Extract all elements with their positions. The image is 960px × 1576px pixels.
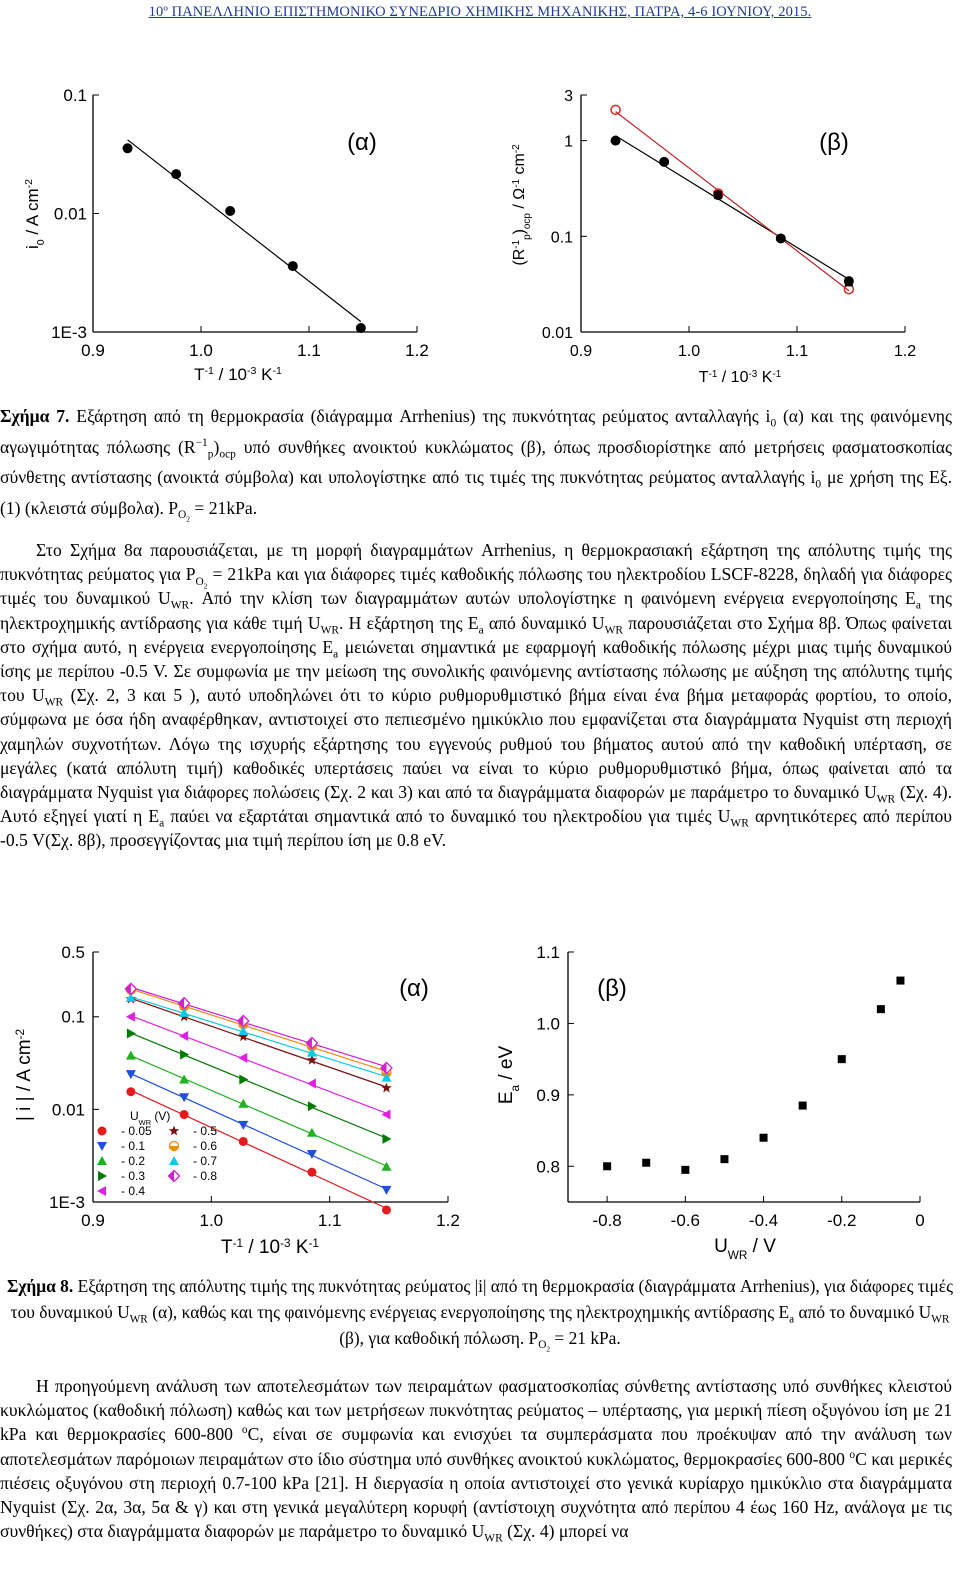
y-tick-label: 0.1 xyxy=(61,1007,85,1027)
sub xyxy=(178,509,191,524)
sub: WR xyxy=(44,696,64,709)
text: παρουσιάζεται στο Σχήμα 8β. Όπως φαίνεται στο σχήμα αυτό, η ενέργεια ενεργοποίησης E xyxy=(0,612,953,657)
fig8a-chart xyxy=(14,943,460,1258)
y-axis-label xyxy=(14,1029,36,1121)
data-point xyxy=(603,1162,611,1170)
y-tick-label: 0.8 xyxy=(536,1157,560,1177)
y-axis-label xyxy=(511,144,533,266)
text: (Σχ. 4) μπορεί να xyxy=(507,1521,629,1542)
x-axis-label-part: -3 xyxy=(247,365,257,377)
sub: p xyxy=(207,448,214,461)
data-point xyxy=(288,261,298,271)
text: . Η εξάρτηση της E xyxy=(339,612,479,633)
sup: o xyxy=(849,1448,856,1461)
x-axis-label-part: / 10 xyxy=(717,369,749,386)
x-tick-label: 1.1 xyxy=(785,343,809,360)
fig7-caption-text: ) xyxy=(213,436,220,457)
data-point xyxy=(239,1075,248,1085)
x-tick-label: 0.9 xyxy=(81,341,105,360)
fig7-caption-text: Εξάρτηση από τη θερμοκρασία (διάγραμμα Arrhenius) της πυκνότητας ρεύματος ανταλλαγής i xyxy=(76,406,771,426)
x-axis-label-part: WR xyxy=(727,1248,748,1262)
data-point xyxy=(838,1055,846,1063)
x-axis-label-part: -1 xyxy=(772,368,782,380)
x-axis-label-part: T xyxy=(221,1237,233,1258)
data-point xyxy=(126,1012,135,1022)
fig8-caption-text: = 21 kPa. xyxy=(554,1328,621,1348)
y-tick-label: 0.01 xyxy=(51,1100,85,1120)
y-axis-label-part: / A cm xyxy=(23,188,42,240)
y-axis-label-part: a xyxy=(508,1084,522,1092)
data-point xyxy=(642,1159,650,1167)
y-axis-label-part: / eV xyxy=(496,1045,517,1085)
data-point xyxy=(799,1102,807,1110)
data-point xyxy=(97,1142,107,1151)
x-axis-label-part: K xyxy=(757,369,773,386)
y-axis-label-part: / Ω xyxy=(511,187,528,214)
fig8-caption-text: Εξάρτηση της απόλυτης τιμής της πυκνότητας ρεύματος |i| από τη θερμοκρασία (διαγράμματα Arrhenius), για διάφορες τιμές του δυναμικού U xyxy=(10,1276,953,1322)
data-point xyxy=(179,1031,188,1041)
data-point xyxy=(356,323,366,333)
x-tick-label: 0.9 xyxy=(81,1211,105,1230)
x-tick-label: 0 xyxy=(915,1211,925,1230)
x-axis-label-part: / 10 xyxy=(243,1237,281,1258)
fig8-caption-text: από το δυναμικό U xyxy=(798,1302,932,1322)
y-axis-label-part: E xyxy=(496,1091,517,1105)
data-point xyxy=(382,1134,391,1144)
x-axis-label xyxy=(714,1236,776,1262)
page-header: 10º ΠΑΝΕΛΛΗΝΙΟ ΕΠΙΣΤΗΜΟΝΙΚΟ ΣΥΝΕΔΡΙΟ ΧΗΜΙΚΗΣ ΜΗΧΑΝΙΚΗΣ, ΠΑΤΡΑ, 4-6 ΙΟΥΝΙΟΥ, 2015. xyxy=(148,4,812,20)
x-tick-label: 1.0 xyxy=(189,341,213,360)
data-point xyxy=(180,1110,189,1119)
sub: 2 xyxy=(186,514,191,524)
sub: a xyxy=(478,624,484,637)
y-axis-label-part: -2 xyxy=(13,1028,27,1040)
figure-7 xyxy=(0,70,960,400)
panel-label: (β) xyxy=(819,129,849,156)
figure-7-caption xyxy=(0,401,952,523)
sub: O2 xyxy=(538,1339,551,1354)
legend-title-part: WR xyxy=(138,1117,152,1127)
text: Στο Σχήμα 8α παρουσιάζεται, με τη μορφή διαγραμμάτων Arrhenius, η θερμοκρασιακή εξάρτηση της απόλυτης τιμής της πυκνότητας ρεύματος για P xyxy=(0,540,952,585)
y-tick-label: 0.1 xyxy=(550,229,573,247)
data-point xyxy=(877,1005,885,1013)
y-tick-label: 0.01 xyxy=(53,204,87,224)
x-axis-label-part: T xyxy=(698,369,709,386)
x-axis-label-part: -1 xyxy=(308,1236,319,1250)
y-axis-label-part: -2 xyxy=(23,178,35,189)
y-axis-label-part: cm xyxy=(511,153,528,179)
y-axis-label xyxy=(496,1046,522,1105)
data-point xyxy=(381,1110,390,1120)
y-axis-label-part: 0 xyxy=(35,239,47,246)
fig8-caption-text: (α), καθώς και της φαινόμενης ενέργειας ενεργοποίησης της ηλεκτροχημικής αντίδρασης E xyxy=(152,1302,790,1322)
y-axis-label-part: p xyxy=(521,234,533,240)
y-axis-label-part: -1 xyxy=(510,178,522,188)
sup: −1 xyxy=(195,436,208,449)
sub: WR xyxy=(730,817,749,830)
data-point xyxy=(307,1168,316,1177)
fig7-caption-text: = 21kPa. xyxy=(194,497,258,518)
data-point xyxy=(760,1134,768,1142)
panel-label: (β) xyxy=(597,975,627,1002)
data-point xyxy=(126,1087,135,1096)
x-axis-label-part: K xyxy=(290,1237,309,1258)
y-tick-label: 0.01 xyxy=(541,325,573,342)
text: αρνητικότερες από περίπου -0.5 V(Σχ. 8β), προσεγγίζοντας μια τιμή περίπου ίση με 0.8 eV. xyxy=(0,806,953,851)
figure-8 xyxy=(0,930,960,1270)
data-point xyxy=(896,977,904,985)
legend-label: - 0.8 xyxy=(193,1169,218,1183)
data-point xyxy=(127,1028,136,1038)
data-point xyxy=(776,233,786,243)
data-point xyxy=(169,1126,179,1136)
x-tick-label: 0.9 xyxy=(569,343,593,360)
data-point xyxy=(720,1155,728,1163)
data-point xyxy=(123,143,133,153)
y-axis-label-part: ocp xyxy=(521,213,533,230)
x-axis-label xyxy=(221,1237,319,1259)
legend-label: - 0.7 xyxy=(193,1154,218,1168)
legend-label: - 0.05 xyxy=(121,1124,152,1138)
sub: WR xyxy=(931,1313,950,1326)
sub: 0 xyxy=(815,478,822,491)
data-point xyxy=(308,1101,317,1111)
data-point xyxy=(238,1053,247,1063)
y-tick-label: 0.1 xyxy=(63,86,87,105)
sub: O xyxy=(178,509,187,522)
y-axis-label-part: -2 xyxy=(510,144,522,154)
panel-label: (α) xyxy=(399,975,429,1002)
fig8b-chart xyxy=(496,943,925,1262)
data-point xyxy=(659,157,669,167)
y-axis-label-part: (R xyxy=(511,248,528,266)
data-point xyxy=(307,1079,316,1089)
y-axis-label-part: i xyxy=(23,245,42,250)
x-tick-label: 1.1 xyxy=(317,1211,342,1230)
legend-label: - 0.4 xyxy=(121,1184,146,1198)
text: Η προηγούμενη ανάλυση των αποτελεσμάτων των πειραμάτων φασματοσκοπίας σύνθετης αντίστασης υπό συνθήκες κλειστού κυκλώματος (καθοδική πόλωση) καθώς και των μετρήσεων πυκνότητας ρεύματος – υπέρτασης, για μερική πίεση οξυγόνου ίση με 21 kPa και θερμοκρασίες 600-800 xyxy=(0,1376,952,1445)
data-point xyxy=(611,105,620,114)
sub: WR xyxy=(129,1313,148,1326)
text: μειώνεται σημαντικά με εφαρμογή καθοδικής πόλωσης μέχρι μιας τιμής δυναμικού ίσης με περίπου -0.5 V. Σε συμφωνία με την μείωση της συνολικής φαινόμενης αντίστασης πόλωσης με αύξηση της απόλυτης τιμής του U xyxy=(0,636,952,706)
x-tick-label: 1.2 xyxy=(436,1211,460,1230)
legend-title-part: U xyxy=(130,1109,139,1123)
x-axis-label-part: -1 xyxy=(272,365,282,377)
y-tick-label: 1.1 xyxy=(536,943,560,962)
x-tick-label: 1.2 xyxy=(893,343,917,360)
data-point xyxy=(169,1156,179,1165)
data-point xyxy=(381,1083,392,1093)
x-axis-label-part: / V xyxy=(747,1236,776,1257)
text: (Σχ. 2, 3 και 5 ), αυτό υποδηλώνει ότι το κύριο ρυθμορυθμιστικό βήμα είναι ένα βήμα μεταφοράς φορτίου, το οποίο, σύμφωνα με όσα ήδη αναφέρθηκαν, αντιστοιχεί στο πεπιεσμένο ημικύκλιο που εμφανίζεται στα διαγράμματα Nyquist στη περιοχή χαμηλών συχνοτήτων. Λόγω της ισχυρής εξάρτησης του εγγενούς ρυθμού του βήματος αυτού από την καθοδική υπέρταση, σε μεγάλες (κατά απόλυτη τιμή) καθοδικές υπερτάσεις παύει να είναι το κύριο ρυθμορυθμιστικό βήμα, όπως φαίνεται από τα διαγράμματα Nyquist για διάφορες πολώσεις (Σχ. 2 και 3) και από τα διαγράμματα διαφορών με παράμετρο το δυναμικό U xyxy=(0,685,953,803)
sub: WR xyxy=(604,624,624,637)
data-point xyxy=(179,1075,189,1084)
legend-label: - 0.5 xyxy=(193,1124,218,1138)
x-tick-label: 1.0 xyxy=(199,1211,224,1230)
fig8-caption-text: (β), για καθοδική πόλωση. P xyxy=(339,1328,539,1348)
fit-line xyxy=(131,998,387,1087)
data-point xyxy=(681,1166,689,1174)
sub: a xyxy=(159,817,165,830)
sub: O2 xyxy=(195,575,208,590)
legend-title-part: (V) xyxy=(151,1109,171,1123)
fit-line xyxy=(128,140,361,322)
sub: WR xyxy=(484,1532,503,1545)
y-tick-label: 1.0 xyxy=(536,1014,560,1034)
fig8-caption-label: Σχήμα 8. xyxy=(6,1276,74,1296)
legend-label: - 0.6 xyxy=(193,1139,218,1153)
data-point xyxy=(381,1162,391,1171)
data-point xyxy=(126,1051,136,1060)
x-tick-label: -0.8 xyxy=(592,1211,622,1230)
text: παύει να εξαρτάται σημαντικά από το δυναμικό του ηλεκτροδίου για τιμές U xyxy=(170,806,731,827)
sup: o xyxy=(241,1424,248,1437)
x-tick-label: -0.6 xyxy=(670,1211,700,1230)
body-paragraph-1 xyxy=(0,538,952,853)
y-tick-label: 0.9 xyxy=(536,1085,560,1105)
fig7-caption-label: Σχήμα 7. xyxy=(0,406,70,426)
fig7-caption-text: με χρήση της Εξ. (1) (κλειστά σύμβολα). P xyxy=(0,467,953,518)
data-point xyxy=(382,1205,391,1214)
x-axis-label-part: -1 xyxy=(204,365,214,377)
fig7a-chart xyxy=(23,86,429,384)
data-point xyxy=(97,1156,107,1165)
x-tick-label: 1.0 xyxy=(677,343,701,360)
y-tick-label: 1E-3 xyxy=(49,1193,85,1212)
data-point-half xyxy=(169,1171,175,1182)
body-paragraph-2 xyxy=(0,1374,952,1543)
x-axis-label-part: / 10 xyxy=(213,365,248,384)
text: C και μερικές πιέσεις οξυγόνου στη περιοχή 0.7-100 kPa [21]. Η διεργασία η οποία αντιστοιχεί στο γενικά κυρίαρχο ημικύκλιο στα διαγράμματα Nyquist (Σχ. 2α, 3α, 5α & γ) και στη γενικά μεγαλύτερη κορυφή (αντίστοιχη συχνότητα από περίπου 4 έως 160 Hz, ανάλογα με τις συνθήκες) στα διαγράμματα διαφορών με παράμετρο το δυναμικό U xyxy=(0,1448,953,1542)
fit-line xyxy=(131,987,387,1066)
data-point xyxy=(171,169,181,179)
x-tick-label: -0.4 xyxy=(748,1211,779,1230)
x-axis-label-part: K xyxy=(256,365,273,384)
data-point xyxy=(179,1093,189,1102)
sub: ocp xyxy=(219,448,236,461)
legend-label: - 0.3 xyxy=(121,1169,146,1183)
sub: a xyxy=(333,648,339,661)
x-tick-label: 1.1 xyxy=(297,341,321,360)
fit-line xyxy=(131,1074,387,1189)
x-tick-label: -0.2 xyxy=(827,1211,857,1230)
sub: WR xyxy=(170,599,190,612)
text: της ηλεκτροχημικής αντίδρασης για κάθε τιμή U xyxy=(0,588,952,633)
fig7b-chart xyxy=(511,88,917,386)
data-point xyxy=(98,1127,107,1136)
y-tick-label: 0.5 xyxy=(61,943,85,962)
data-point xyxy=(239,1137,248,1146)
data-point xyxy=(97,1186,106,1196)
data-point xyxy=(845,278,853,286)
text: C, είναι σε συμφωνία και ενισχύει τα συμπεράσματα που προέκυψαν από την ανάλυση των αποτελεσμάτων παρόμοιων πειραμάτων στο ίδιο σύστημα υπό συνθήκες ανοικτού κυκλώματος, θερμοκρασίες 600-800 xyxy=(0,1424,952,1469)
x-tick-label: 1.2 xyxy=(405,341,429,360)
y-axis-label-part: -1 xyxy=(510,239,522,249)
data-point xyxy=(225,206,235,216)
text: . Από την κλίση των διαγραμμάτων αυτών υπολογίστηκε η φαινόμενη ενέργεια ενεργοποίησης E xyxy=(189,588,916,609)
x-axis-label-part: -3 xyxy=(748,368,758,380)
x-axis-label-part: -1 xyxy=(708,368,718,380)
y-axis-label-part: ) xyxy=(511,229,528,235)
data-point xyxy=(180,1050,189,1060)
sub: 0 xyxy=(770,417,777,430)
text: (Σχ. 4). Αυτό εξηγεί γιατί η E xyxy=(0,782,952,827)
sub: WR xyxy=(876,793,896,806)
x-axis-label xyxy=(194,365,282,384)
x-axis-label-part: U xyxy=(714,1236,728,1257)
data-point xyxy=(381,1186,391,1195)
fit-line xyxy=(616,136,849,280)
legend-label: - 0.2 xyxy=(121,1154,146,1168)
figure-8-caption xyxy=(0,1273,960,1354)
sub: a xyxy=(915,599,921,612)
text: από δυναμικό U xyxy=(488,612,605,633)
y-tick-label: 1E-3 xyxy=(51,323,87,342)
fig7-caption-text: (α) και της φαινόμενης αγωγιμότητας πόλωσης (R xyxy=(0,406,952,457)
y-axis-label-part: | i | / A cm xyxy=(14,1039,35,1122)
x-axis-label xyxy=(699,369,782,387)
fig7-caption-text: υπό συνθήκες ανοικτού κυκλώματος (β), όπως προσδιορίστηκε από μετρήσεις φασματοσκοπίας σύνθετης αντίστασης (ανοικτά σύμβολα) και υπολογίστηκε από τις τιμές της πυκνότητας ρεύματος ανταλλαγής i xyxy=(0,436,952,487)
text: = 21kPa και για διάφορες τιμές καθοδικής πόλωσης του ηλεκτροδίου LSCF-8228, δηλαδή για διάφορες τιμές του δυναμικού U xyxy=(0,564,952,609)
sub: WR xyxy=(320,624,339,637)
y-axis-label xyxy=(23,179,47,249)
x-axis-label-part: T xyxy=(194,365,205,384)
sub: a xyxy=(789,1313,795,1326)
data-point xyxy=(98,1171,107,1181)
panel-label: (α) xyxy=(347,129,377,156)
x-axis-label-part: -1 xyxy=(232,1236,244,1250)
legend-label: - 0.1 xyxy=(121,1139,146,1153)
fit-line xyxy=(616,112,849,291)
x-axis-label-part: -3 xyxy=(280,1236,291,1250)
data-point xyxy=(611,136,621,146)
y-tick-label: 3 xyxy=(564,88,573,105)
y-tick-label: 1 xyxy=(564,133,573,151)
data-point xyxy=(714,191,722,199)
